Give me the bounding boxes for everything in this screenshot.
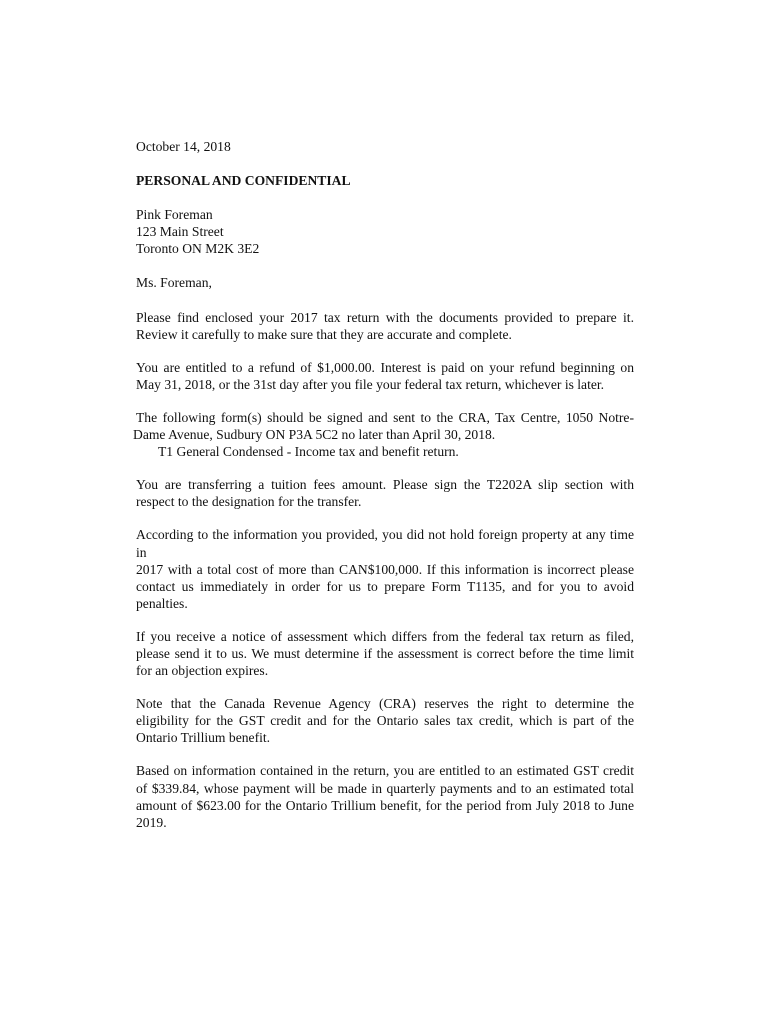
paragraph-enclosed-return [136, 309, 634, 343]
paragraph-line: 2017 with a total cost of more than CAN$100,000. If this information is incorrect please [136, 561, 634, 577]
letter-date: October 14, 2018 [136, 139, 231, 154]
paragraph-line: for an objection expires. [136, 663, 269, 679]
paragraph-line: Dame Avenue, Sudbury ON P3A 5C2 no later than April 30, 2018. [133, 427, 496, 443]
paragraph-line: Review it carefully to make sure that they are accurate and complete. [136, 326, 512, 342]
recipient-name: Pink Foreman [136, 207, 213, 223]
paragraph-line: amount of $623.00 for the Ontario Trillium benefit, for the period from July 2018 to June [136, 797, 634, 813]
paragraph-line: contact us immediately in order for us to prepare Form T1135, and for you to avoid [136, 578, 634, 594]
paragraph-line: You are transferring a tuition fees amount. Please sign the T2202A slip section with [136, 477, 634, 493]
form-list-item: T1 General Condensed - Income tax and benefit return. [158, 444, 459, 460]
paragraph-notice-of-assessment [136, 628, 634, 679]
paragraph-line: 2019. [136, 814, 167, 830]
paragraph-gst-credit-estimate [136, 762, 634, 830]
paragraph-tuition-transfer [136, 476, 634, 510]
recipient-address [136, 206, 634, 257]
paragraph-refund [136, 359, 634, 393]
confidential-heading: PERSONAL AND CONFIDENTIAL [136, 173, 351, 189]
recipient-city: Toronto ON M2K 3E2 [136, 241, 260, 257]
paragraph-line: The following form(s) should be signed and sent to the CRA, Tax Centre, 1050 Notre- [136, 409, 634, 425]
paragraph-line: of $339.84, whose payment will be made in quarterly payments and to an estimated total [136, 780, 634, 796]
paragraph-line: If you receive a notice of assessment which differs from the federal tax return as filed, [136, 628, 634, 644]
paragraph-line: Based on information contained in the return, you are entitled to an estimated GST credit [136, 763, 634, 779]
paragraph-line: eligibility for the GST credit and for the Ontario sales tax credit, which is part of the [136, 713, 634, 729]
paragraph-line: According to the information you provided, you did not hold foreign property at any time in [136, 527, 634, 560]
paragraph-line: please send it to us. We must determine if the assessment is correct before the time limit [136, 645, 634, 661]
letter-page [133, 138, 634, 831]
paragraph-line: penalties. [136, 595, 188, 611]
paragraph-foreign-property [136, 526, 634, 611]
paragraph-line: You are entitled to a refund of $1,000.00. Interest is paid on your refund beginning on [136, 359, 634, 375]
recipient-street: 123 Main Street [136, 224, 224, 240]
paragraph-gst-eligibility [136, 695, 634, 746]
paragraph-line: May 31, 2018, or the 31st day after you file your federal tax return, whichever is later. [136, 376, 605, 392]
paragraph-forms-to-sign [133, 409, 634, 460]
paragraph-line: Note that the Canada Revenue Agency (CRA) reserves the right to determine the [136, 696, 634, 712]
paragraph-line: respect to the designation for the transfer. [136, 494, 362, 510]
paragraph-line: Please find enclosed your 2017 tax return with the documents provided to prepare it. [136, 309, 634, 325]
salutation: Ms. Foreman, [136, 275, 212, 291]
paragraph-line: Ontario Trillium benefit. [136, 730, 271, 746]
